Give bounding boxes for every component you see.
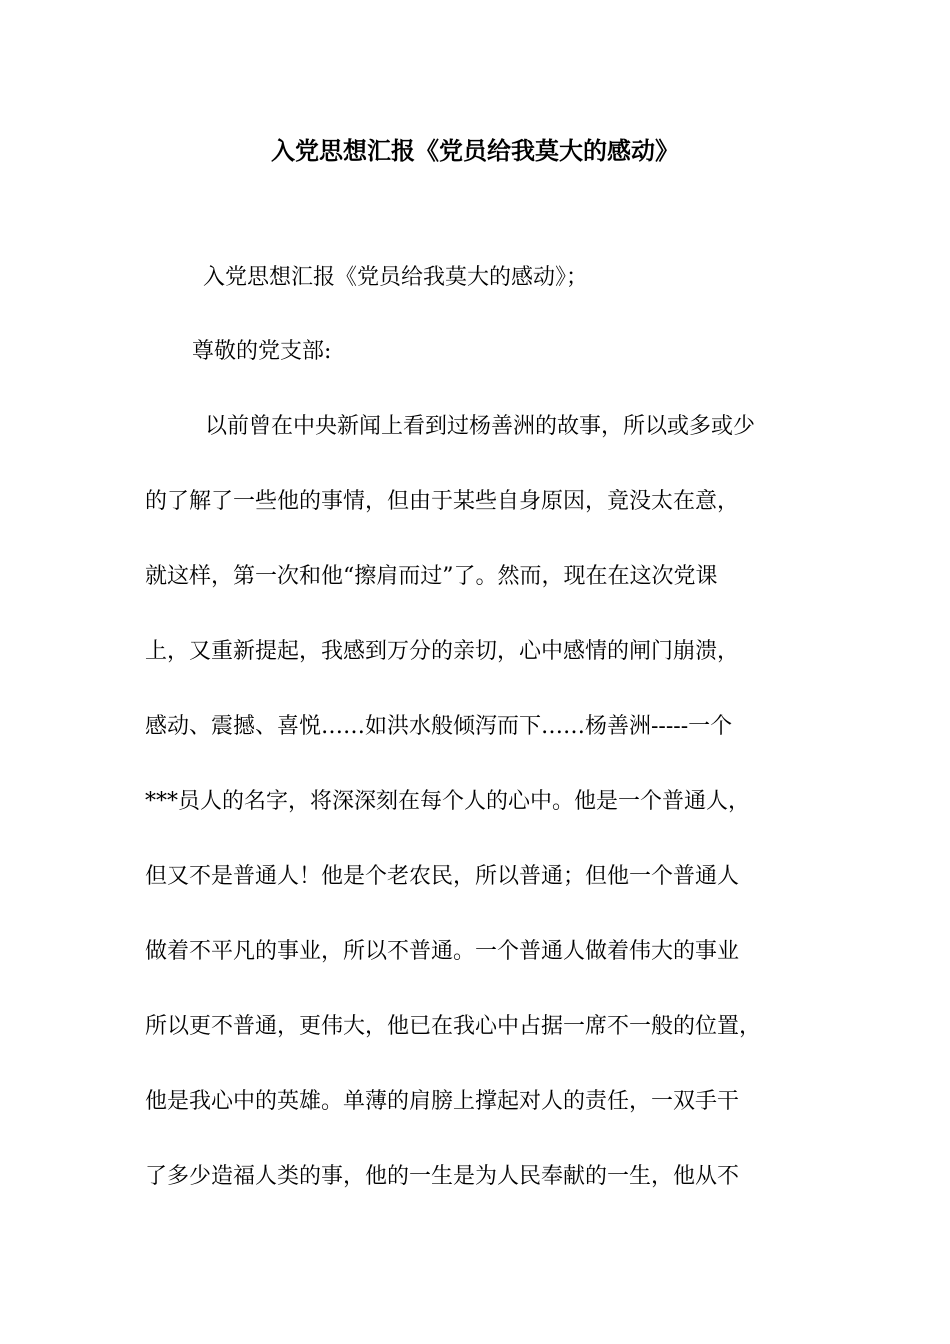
- body-line: 所以更不普通，更伟大，他已在我心中占据一席不一般的位置，: [145, 1014, 762, 1039]
- body-line: 的了解了一些他的事情，但由于某些自身原因，竟没太在意，: [145, 489, 740, 514]
- document-title: 入党思想汇报《党员给我莫大的感动》: [271, 136, 679, 165]
- salutation: 尊敬的党支部:: [192, 339, 332, 364]
- body-line: 但又不是普通人！他是个老农民，所以普通；但他一个普通人: [145, 864, 740, 889]
- body-line: 做着不平凡的事业，所以不普通。一个普通人做着伟大的事业: [145, 939, 740, 964]
- body-line: 就这样，第一次和他“擦肩而过”了。然而，现在在这次党课: [145, 564, 718, 589]
- body-line: 上，又重新提起，我感到万分的亲切，心中感情的闸门崩溃，: [145, 639, 740, 664]
- document-subtitle: 入党思想汇报《党员给我莫大的感动》；: [203, 265, 589, 290]
- body-line: 了多少造福人类的事，他的一生是为人民奉献的一生，他从不: [145, 1164, 740, 1189]
- body-line: 以前曾在中央新闻上看到过杨善洲的故事，所以或多或少: [205, 414, 756, 439]
- body-line: 感动、震撼、喜悦……如洪水般倾泻而下……杨善洲-----一个: [145, 714, 733, 739]
- body-line: 他是我心中的英雄。单薄的肩膀上撑起对人的责任，一双手干: [145, 1089, 740, 1114]
- body-line: ***员人的名字，将深深刻在每个人的心中。他是一个普通人，: [145, 789, 751, 814]
